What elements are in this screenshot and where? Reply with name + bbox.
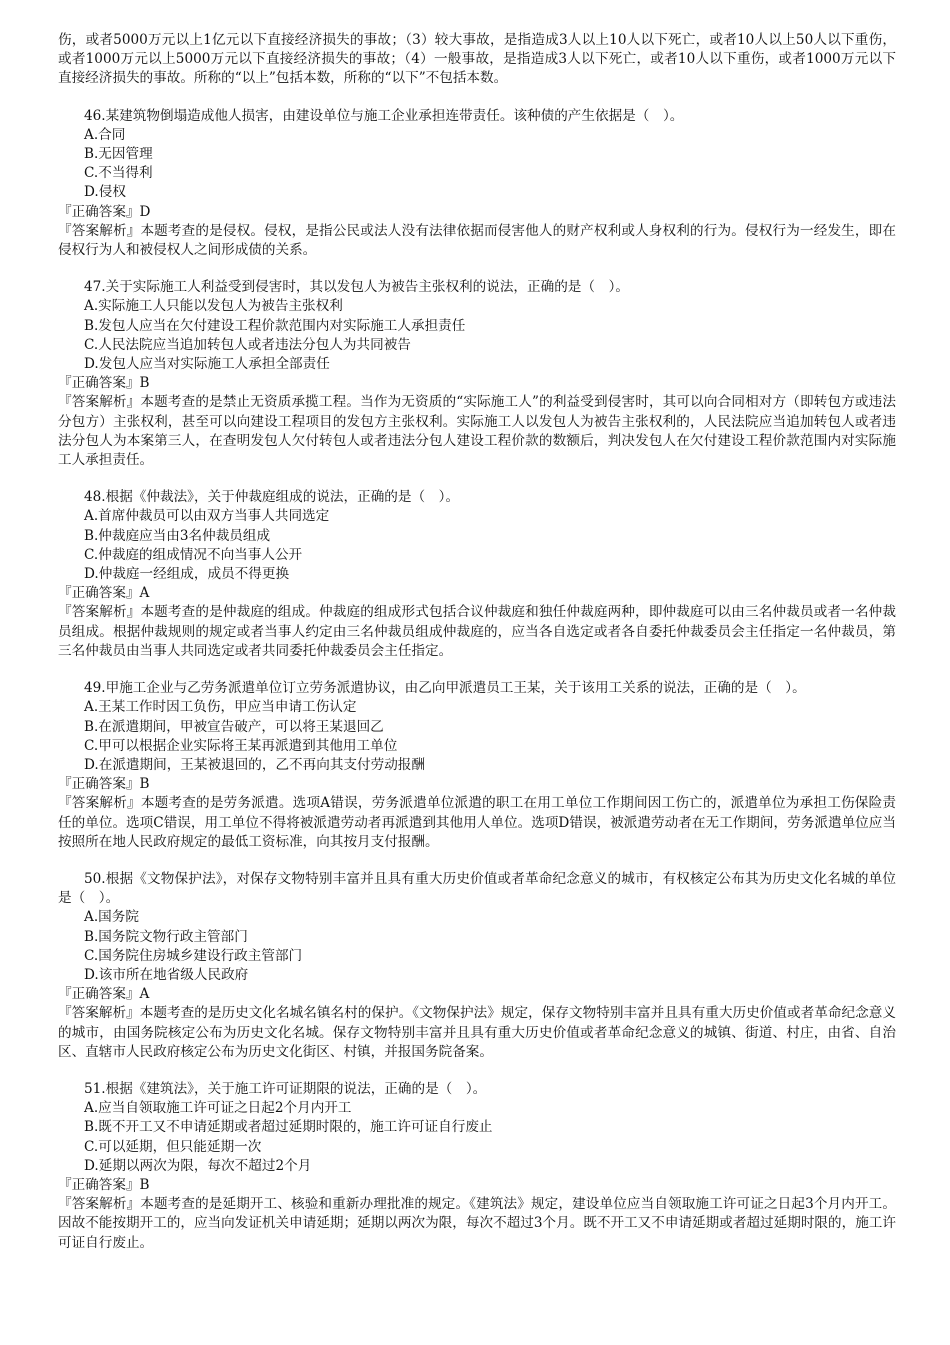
answer-option: B.发包人应当在欠付建设工程价款范围内对实际施工人承担责任 [84, 317, 466, 334]
answer-option: C.人民法院应当追加转包人或者违法分包人为共同被告 [84, 336, 411, 353]
intro-paragraph: 伤，或者5000万元以上1亿元以下直接经济损失的事故；（3）较大事故，是指造成3人以上10人以下死亡，或者10人以上50人以下重伤，或者1000万元以上5000万元以下直接经济损失的事故；（4）一般事故，是指造成3人以下死亡，或者10人以下重伤，或者1000万元以下直接经济损失的事故。所称的“以上”包括本数，所称的“以下”不包括本数。 [58, 32, 896, 87]
answer-option: B.在派遣期间，甲被宣告破产，可以将王某退回乙 [84, 718, 384, 735]
answer-option: D.发包人应当对实际施工人承担全部责任 [84, 356, 330, 373]
answer-analysis: 『答案解析』本题考查的是禁止无资质承揽工程。当作为无资质的“实际施工人”的利益受到侵害时，其可以向合同相对方（即转包方或违法分包方）主张权利，甚至可以向建设工程项目的发包方主张权利。实际施工人以发包人为被告主张权利的，人民法院应当追加转包人或者违法分包人为本案第三人，在查明发包人欠付转包人或者违法分包人建设工程价款的数额后，判决发包人在欠付建设工程价款范围内对实际施工人承担责任。 [58, 394, 896, 469]
question-block [58, 107, 896, 261]
answer-option: D.延期以两次为限，每次不超过2个月 [84, 1157, 312, 1174]
question-stem: 50.根据《文物保护法》，对保存文物特别丰富并且具有重大历史价值或者革命纪念意义的城市，有权核定公布其为历史文化名城的单位是（ ）。 [58, 870, 896, 907]
answer-option: C.可以延期，但只能延期一次 [84, 1138, 262, 1155]
correct-answer: 『正确答案』D [58, 203, 151, 220]
answer-option: C.不当得利 [84, 165, 153, 182]
answer-option: A.首席仲裁员可以由双方当事人共同选定 [84, 508, 330, 525]
question-list [58, 107, 896, 1253]
question-block [58, 488, 896, 661]
answer-option: A.应当自领取施工许可证之日起2个月内开工 [84, 1100, 352, 1117]
answer-option: B.既不开工又不申请延期或者超过延期时限的，施工许可证自行废止 [84, 1119, 493, 1136]
answer-option: D.该市所在地省级人民政府 [84, 966, 249, 983]
answer-analysis: 『答案解析』本题考查的是仲裁庭的组成。仲裁庭的组成形式包括合议仲裁庭和独任仲裁庭两种，即仲裁庭可以由三名仲裁员或者一名仲裁员组成。根据仲裁规则的规定或者当事人约定由三名仲裁员组成仲裁庭的，应当各自选定或者各自委托仲裁委员会主任指定一名仲裁员，第三名仲裁员由当事人共同选定或者共同委托仲裁委员会主任指定。 [58, 604, 896, 659]
correct-answer: 『正确答案』B [58, 776, 150, 793]
answer-option: B.仲裁庭应当由3名仲裁员组成 [84, 527, 271, 544]
question-stem: 51.根据《建筑法》，关于施工许可证期限的说法，正确的是（ ）。 [84, 1080, 487, 1097]
answer-option: B.国务院文物行政主管部门 [84, 928, 248, 945]
answer-analysis: 『答案解析』本题考查的是延期开工、核验和重新办理批准的规定。《建筑法》规定，建设单位应当自领取施工许可证之日起3个月内开工。因故不能按期开工的，应当向发证机关申请延期；延期以两次为限，每次不超过3个月。既不开工又不申请延期或者超过延期时限的，施工许可证自行废止。 [58, 1196, 896, 1251]
correct-answer: 『正确答案』B [58, 1176, 150, 1193]
answer-option: C.仲裁庭的组成情况不向当事人公开 [84, 546, 303, 563]
question-stem: 48.根据《仲裁法》，关于仲裁庭组成的说法，正确的是（ ）。 [84, 489, 460, 506]
answer-option: B.无因管理 [84, 146, 153, 163]
question-block [58, 278, 896, 470]
question-block [58, 1080, 896, 1253]
answer-option: A.国务院 [84, 909, 139, 926]
answer-option: D.侵权 [84, 184, 126, 201]
question-block [58, 679, 896, 852]
question-stem: 46.某建筑物倒塌造成他人损害，由建设单位与施工企业承担连带责任。该种债的产生依据是（ ）。 [84, 107, 684, 124]
answer-option: A.合同 [84, 126, 126, 143]
question-stem: 49.甲施工企业与乙劳务派遣单位订立劳务派遣协议，由乙向甲派遣员工王某，关于该用工关系的说法，正确的是（ ）。 [84, 680, 806, 697]
answer-option: D.仲裁庭一经组成，成员不得更换 [84, 566, 290, 583]
answer-option: C.国务院住房城乡建设行政主管部门 [84, 947, 303, 964]
answer-analysis: 『答案解析』本题考查的是劳务派遣。选项A错误，劳务派遣单位派遣的职工在用工单位工作期间因工伤亡的，派遣单位为承担工伤保险责任的单位。选项C错误，用工单位不得将被派遣劳动者再派遣到其他用人单位。选项D错误，被派遣劳动者在无工作期间，劳务派遣单位应当按照所在地人民政府规定的最低工资标准，向其按月支付报酬。 [58, 795, 896, 850]
correct-answer: 『正确答案』A [58, 585, 150, 602]
answer-option: A.实际施工人只能以发包人为被告主张权利 [84, 298, 343, 315]
correct-answer: 『正确答案』B [58, 375, 150, 392]
correct-answer: 『正确答案』A [58, 986, 150, 1003]
answer-option: C.甲可以根据企业实际将王某再派遣到其他用工单位 [84, 737, 398, 754]
answer-option: A.王某工作时因工负伤，甲应当申请工伤认定 [84, 699, 357, 716]
answer-analysis: 『答案解析』本题考查的是历史文化名城名镇名村的保护。《文物保护法》规定，保存文物特别丰富并且具有重大历史价值或者革命纪念意义的城市，由国务院核定公布为历史文化名城。保存文物特别丰富并且具有重大历史价值或者革命纪念意义的城镇、街道、村庄，由省、自治区、直辖市人民政府核定公布为历史文化街区、村镇，并报国务院备案。 [58, 1005, 896, 1060]
question-block [58, 870, 896, 1062]
question-stem: 47.关于实际施工人利益受到侵害时，其以发包人为被告主张权利的说法，正确的是（ ）。 [84, 279, 629, 296]
answer-option: D.在派遣期间，王某被退回的，乙不再向其支付劳动报酬 [84, 756, 425, 773]
answer-analysis: 『答案解析』本题考查的是侵权。侵权，是指公民或法人没有法律依据而侵害他人的财产权利或人身权利的行为。侵权行为一经发生，即在侵权行为人和被侵权人之间形成债的关系。 [58, 222, 896, 259]
